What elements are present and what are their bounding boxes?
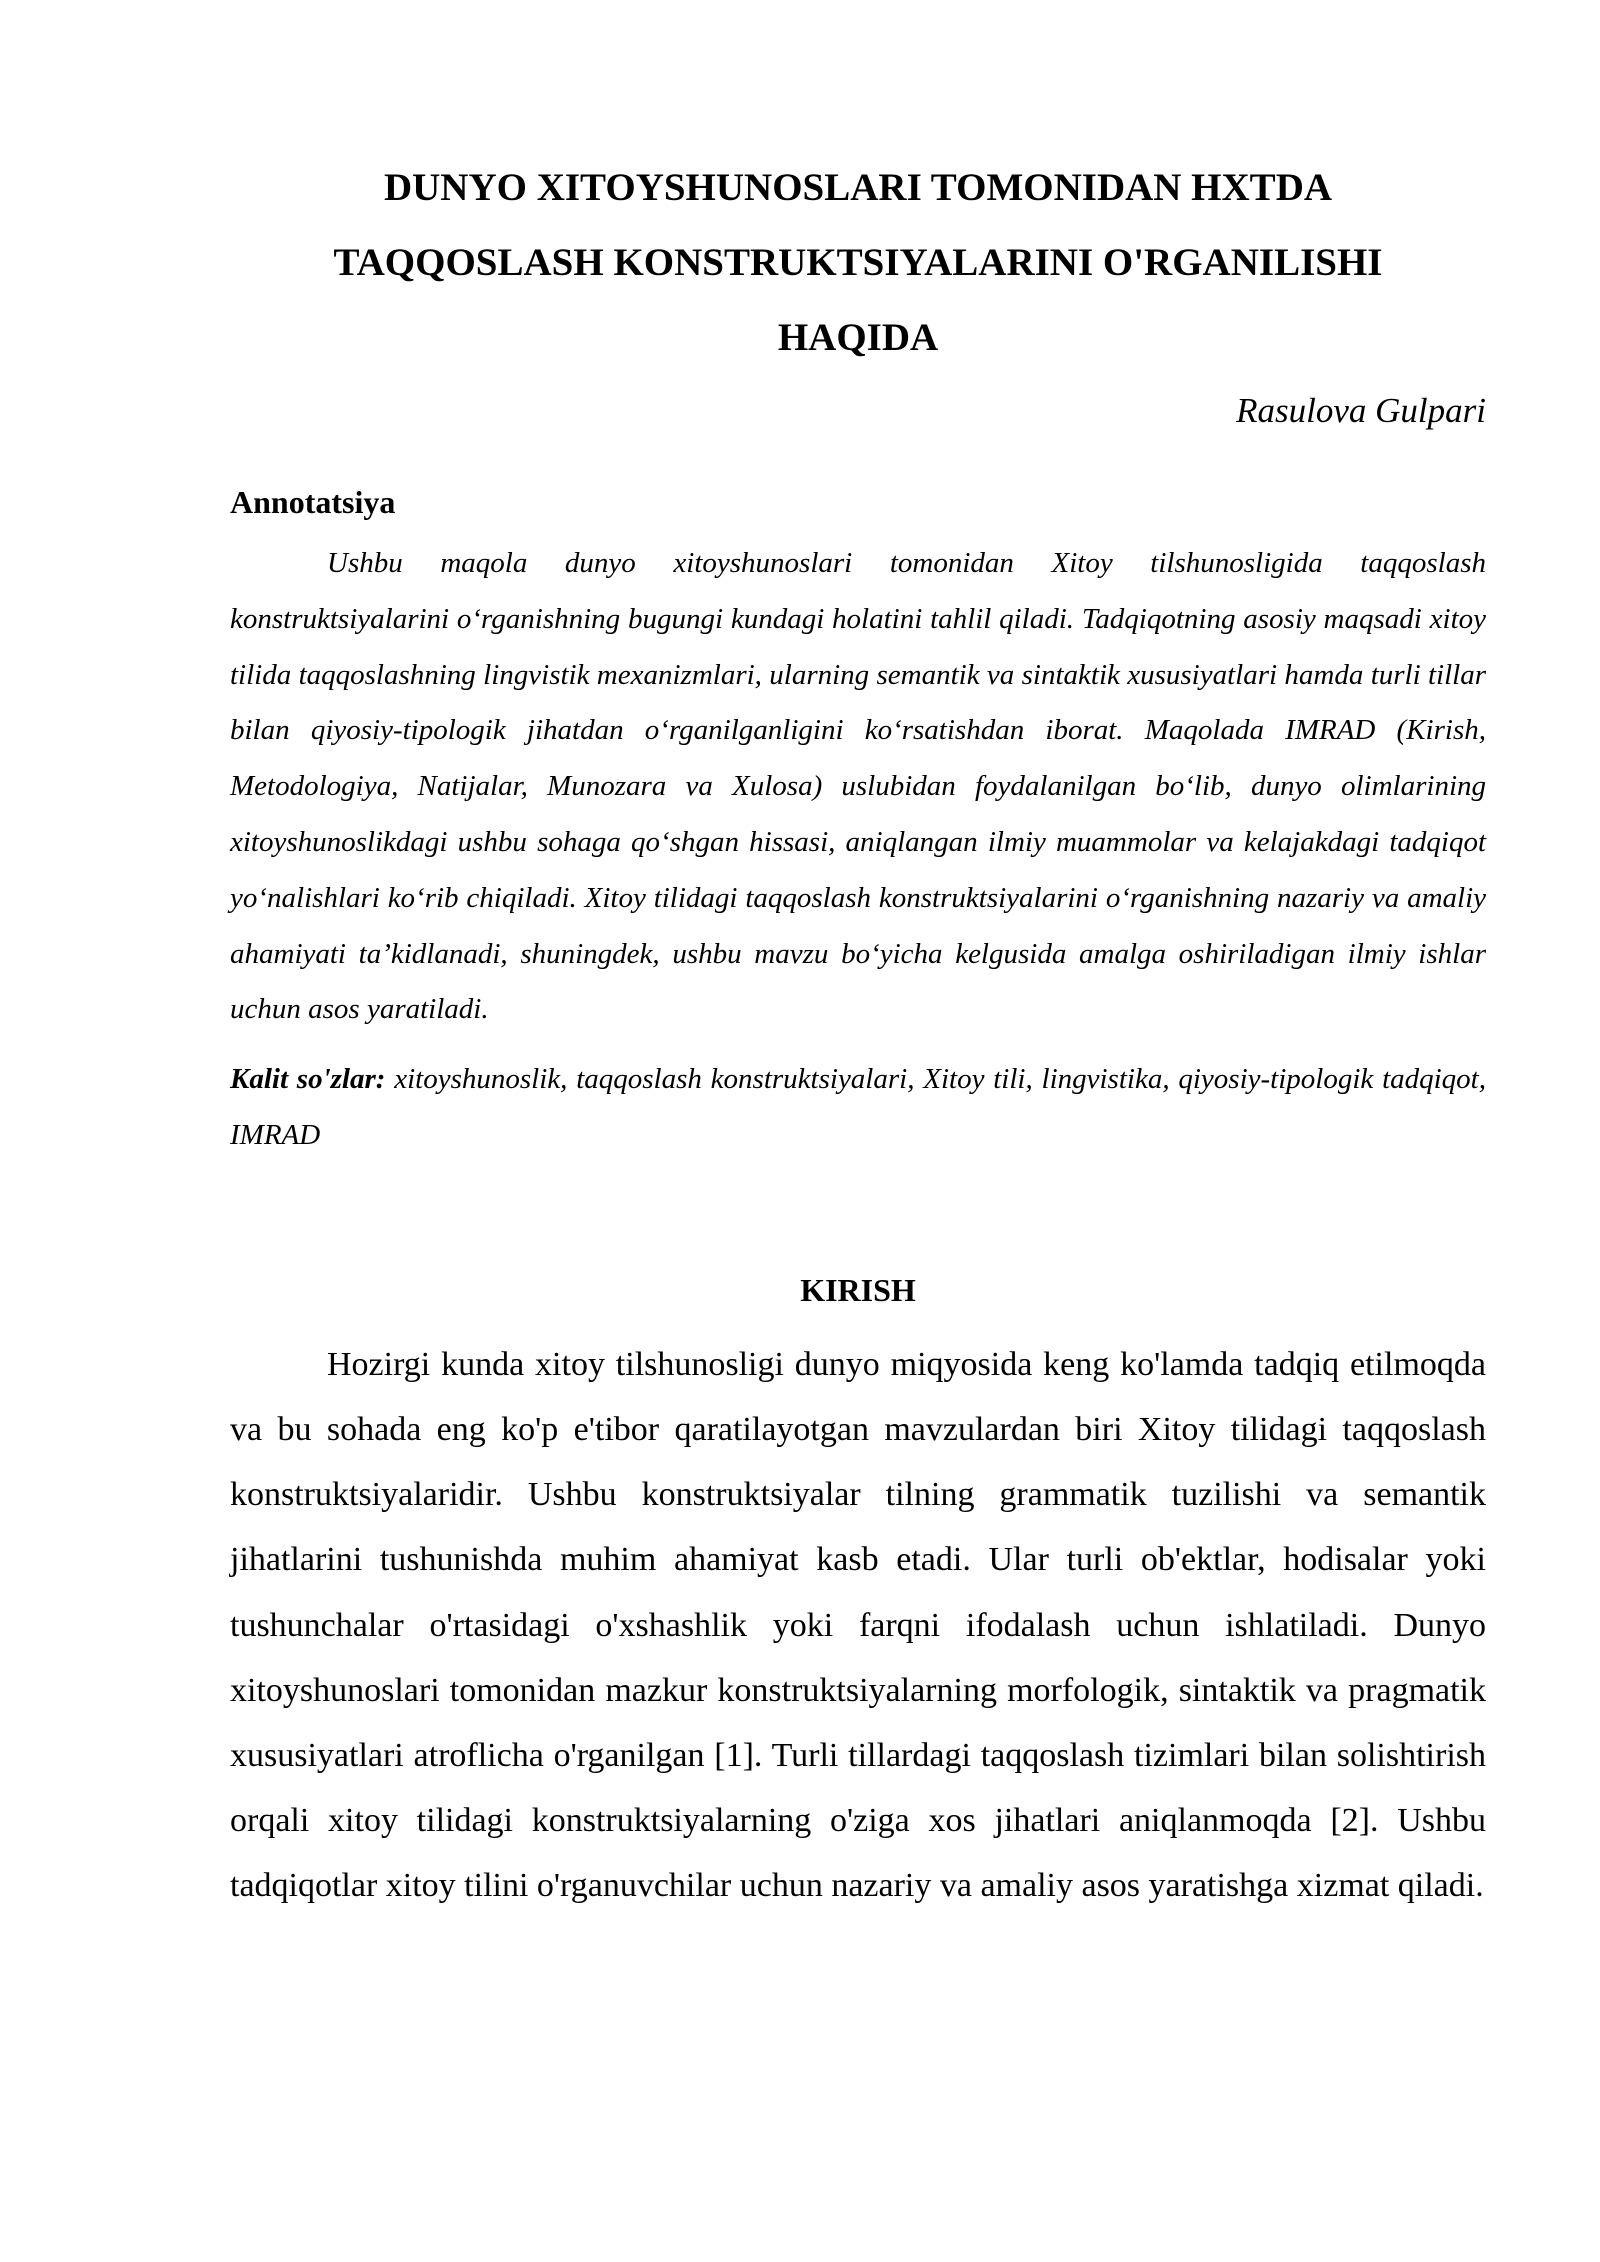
document-page bbox=[230, 0, 1486, 2262]
keywords bbox=[230, 1052, 1486, 1164]
title-line: HAQIDA bbox=[777, 316, 939, 359]
keywords-text: xitoyshunoslik, taqqoslash konstruktsiyalari, Xitoy tili, lingvistika, qiyosiy-tipologik tadqiqot, IMRAD bbox=[230, 1063, 1486, 1151]
section-heading-introduction: KIRISH bbox=[800, 1271, 916, 1308]
paper-title bbox=[230, 150, 1486, 375]
annotation-heading: Annotatsiya bbox=[230, 484, 396, 520]
title-line: DUNYO XITOYSHUNOSLARI TOMONIDAN HXTDA bbox=[383, 166, 1333, 209]
title-line: TAQQOSLASH KONSTRUKTSIYALARINI O'RGANILISHI bbox=[333, 241, 1383, 284]
keywords-label: Kalit so'zlar: bbox=[230, 1063, 386, 1096]
introduction-paragraph: Hozirgi kunda xitoy tilshunosligi dunyo miqyosida keng ko'lamda tadqiq etilmoqda va bu sohada eng ko'p e'tibor qaratilayotgan mavzulardan biri Xitoy tilidagi taqqoslash konstruktsiyalaridir. Ushbu konstruktsiyalar tilning grammatik tuzilishi va semantik jihatlarini tushunishda muhim ahamiyat kasb etadi. Ular turli ob'ektlar, hodisalar yoki tushunchalar o'rtasidagi o'xshashlik yoki farqni ifodalash uchun ishlatiladi. Dunyo xitoyshunoslari tomonidan mazkur konstruktsiyalarning morfologik, sintaktik va pragmatik xususiyatlari atroflicha o'rganilgan [1]. Turli tillardagi taqqoslash tizimlari bilan solishtirish orqali xitoy tilidagi konstruktsiyalarning o'ziga xos jihatlari aniqlanmoqda [2]. Ushbu tadqiqotlar xitoy tilini o'rganuvchilar uchun nazariy va amaliy asos yaratishga xizmat qiladi. bbox=[230, 1345, 1486, 1905]
author-name: Rasulova Gulpari bbox=[1236, 391, 1486, 430]
annotation-text: Ushbu maqola dunyo xitoyshunoslari tomonidan Xitoy tilshunosligida taqqoslash konstruktsiyalarini o‘rganishning bugungi kundagi holatini tahlil qiladi. Tadqiqotning asosiy maqsadi xitoy tilida taqqoslashning lingvistik mexanizmlari, ularning semantik va sintaktik xususiyatlari hamda turli tillar bilan qiyosiy-tipologik jihatdan o‘rganilganligini ko‘rsatishdan iborat. Maqolada IMRAD (Kirish, Metodologiya, Natijalar, Munozara va Xulosa) uslubidan foydalanilgan bo‘lib, dunyo olimlarining xitoyshunoslikdagi ushbu sohaga qo‘shgan hissasi, aniqlangan ilmiy muammolar va kelajakdagi tadqiqot yo‘nalishlari ko‘rib chiqiladi. Xitoy tilidagi taqqoslash konstruktsiyalarini o‘rganishning nazariy va amaliy ahamiyati ta’kidlanadi, shuningdek, ushbu mavzu bo‘yicha kelgusida amalga oshiriladigan ilmiy ishlar uchun asos yaratiladi. bbox=[230, 547, 1486, 1026]
